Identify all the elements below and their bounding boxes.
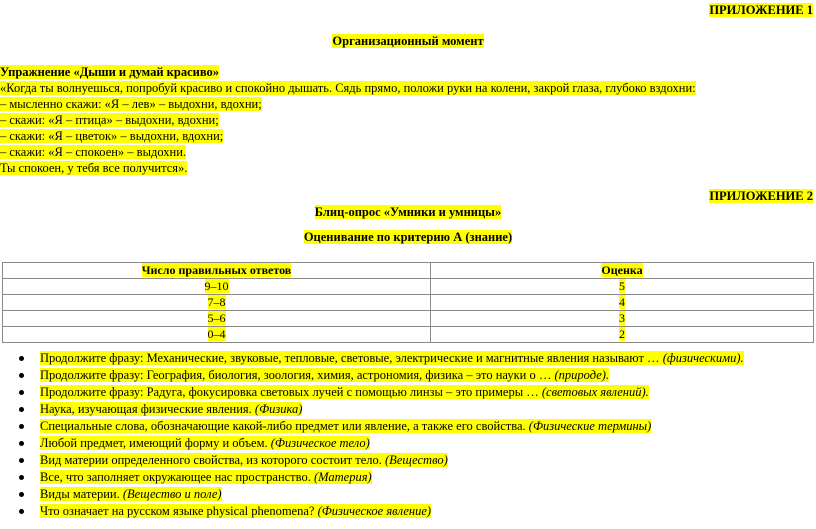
appendix-1-title: Организационный момент bbox=[332, 34, 484, 48]
list-item: Что означает на русском языке physical phenomena? (Физическое явление) bbox=[0, 503, 744, 520]
bullet-icon bbox=[19, 424, 24, 429]
list-item: Любой предмет, имеющий форму и объем. (Физическое тело) bbox=[0, 435, 744, 452]
list-item: Виды материи. (Вещество и поле) bbox=[0, 486, 744, 503]
exercise-line-5: – скажи: «Я – спокоен» – выдохни. bbox=[0, 145, 187, 159]
bullet-icon bbox=[19, 509, 24, 514]
list-item: Продолжите фразу: География, биология, зоология, химия, астрономия, физика – это науки о … (природе). bbox=[0, 367, 744, 384]
quiz-list bbox=[0, 350, 744, 520]
exercise-title: Упражнение «Дыши и думай красиво» bbox=[0, 65, 219, 79]
exercise-line-4: – скажи: «Я – цветок» – выдохни, вдохни; bbox=[0, 129, 224, 143]
table-cell: 9–10 bbox=[3, 279, 431, 295]
list-item: Специальные слова, обозначающие какой-либо предмет или явление, а также его свойства. (Физические термины) bbox=[0, 418, 744, 435]
exercise-line-1: «Когда ты волнуешься, попробуй красиво и спокойно дышать. Сядь прямо, положи руки на колени, закрой глаза, глубоко вздохни: bbox=[0, 81, 696, 95]
list-item: Продолжите фразу: Радуга, фокусировка световых лучей с помощью линзы – это примеры … (световых явлений). bbox=[0, 384, 744, 401]
bullet-icon bbox=[19, 441, 24, 446]
table-cell: 3 bbox=[431, 311, 814, 327]
table-cell: 5 bbox=[431, 279, 814, 295]
table-cell: 0–4 bbox=[3, 327, 431, 343]
table-header-row bbox=[3, 263, 814, 279]
appendix-1-label: ПРИЛОЖЕНИЕ 1 bbox=[709, 3, 813, 17]
bullet-icon bbox=[19, 475, 24, 480]
bullet-icon bbox=[19, 458, 24, 463]
table-header-cell: Число правильных ответов bbox=[3, 263, 431, 279]
list-item: Наука, изучающая физические явления. (Физика) bbox=[0, 401, 744, 418]
exercise-line-2: – мысленно скажи: «Я – лев» – выдохни, вдохни; bbox=[0, 97, 262, 111]
appendix-2-label: ПРИЛОЖЕНИЕ 2 bbox=[709, 189, 813, 203]
table-cell: 2 bbox=[431, 327, 814, 343]
table-row bbox=[3, 295, 814, 311]
table-cell: 7–8 bbox=[3, 295, 431, 311]
appendix-2-subtitle: Оценивание по критерию А (знание) bbox=[303, 230, 513, 244]
exercise-line-6: Ты спокоен, у тебя все получится». bbox=[0, 161, 188, 175]
grading-table bbox=[2, 262, 814, 343]
bullet-icon bbox=[19, 356, 24, 361]
bullet-icon bbox=[19, 373, 24, 378]
list-item: Вид материи определенного свойства, из которого состоит тело. (Вещество) bbox=[0, 452, 744, 469]
bullet-icon bbox=[19, 407, 24, 412]
table-cell: 5–6 bbox=[3, 311, 431, 327]
bullet-icon bbox=[19, 492, 24, 497]
table-header-cell: Оценка bbox=[431, 263, 814, 279]
bullet-icon bbox=[19, 390, 24, 395]
list-item: Продолжите фразу: Механические, звуковые, тепловые, световые, электрические и магнитные явления называют … (физическими). bbox=[0, 350, 744, 367]
appendix-2-title: Блиц-опрос «Умники и умницы» bbox=[314, 205, 502, 219]
exercise-line-3: – скажи: «Я – птица» – выдохни, вдохни; bbox=[0, 113, 219, 127]
table-row bbox=[3, 279, 814, 295]
table-row bbox=[3, 311, 814, 327]
table-row bbox=[3, 327, 814, 343]
table-cell: 4 bbox=[431, 295, 814, 311]
list-item: Все, что заполняет окружающее нас пространство. (Материя) bbox=[0, 469, 744, 486]
